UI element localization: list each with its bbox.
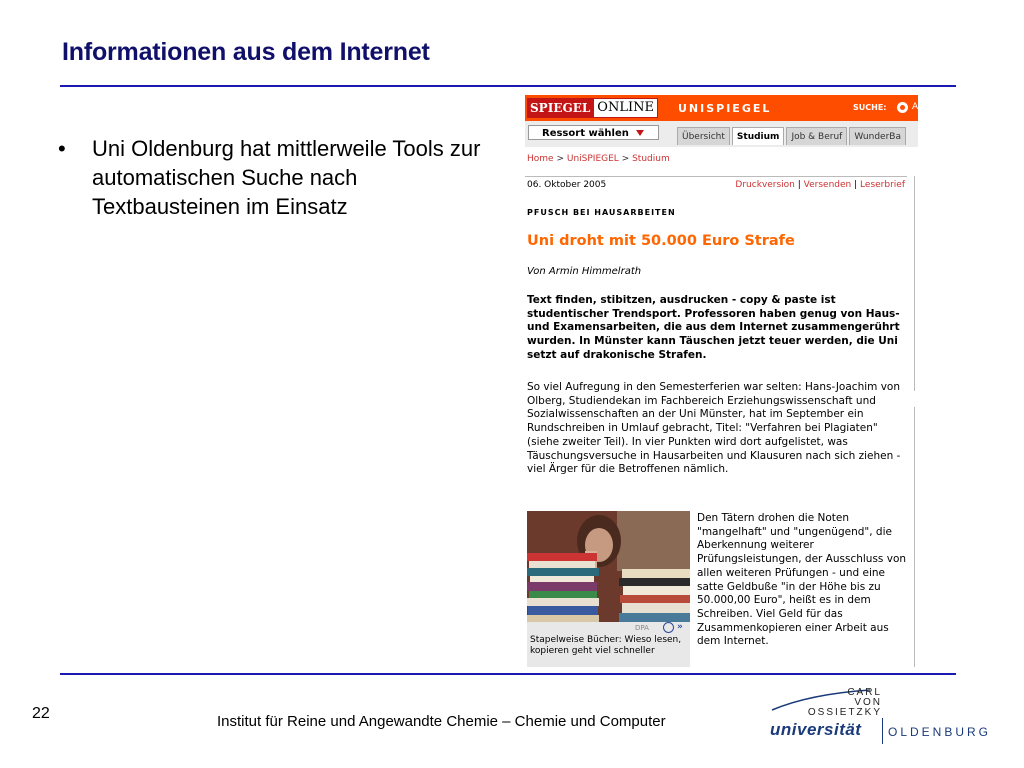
article-side-text: Den Tätern drohen die Noten "mangelhaft" und "ungenügend", die Aberkennung weiterer Prüfungsleistungen, der Ausschluss von allen weiteren Prüfungen - und eine satte Geldbuße "in der Höhe bis zu 50.000,00 Euro", heißt es in dem Schreiben. Viel Geld für das Zusammenkopieren einer Arbeit aus dem Internet. — [697, 512, 907, 648]
breadcrumb-home[interactable]: Home — [527, 154, 554, 164]
breadcrumb-separator: > — [556, 154, 567, 164]
brand-online: ONLINE — [593, 98, 658, 118]
logo-von: VON — [854, 697, 882, 708]
website-screenshot — [525, 95, 918, 667]
brand-spiegel: SPIEGEL — [527, 98, 593, 118]
send-link[interactable]: Versenden — [803, 180, 852, 190]
link-separator: | — [797, 180, 804, 190]
photo-credit: DPA — [635, 624, 649, 632]
logo-divider — [882, 718, 883, 744]
bottom-divider — [60, 673, 956, 675]
book-stack-photo — [527, 511, 690, 623]
search-label: SUCHE: — [853, 103, 887, 112]
zoom-icon[interactable] — [663, 622, 674, 633]
tab-uebersicht[interactable]: Übersicht — [677, 127, 730, 145]
logo-carl: CARL — [847, 687, 882, 698]
section-title: UNISPIEGEL — [678, 102, 772, 115]
article-headline: Uni droht mit 50.000 Euro Strafe — [527, 233, 795, 249]
ressort-label: Ressort wählen — [542, 128, 629, 139]
article-kicker: PFUSCH BEI HAUSARBEITEN — [527, 208, 676, 217]
column-divider — [914, 176, 915, 391]
breadcrumb-studium[interactable]: Studium — [632, 154, 670, 164]
breadcrumb-separator: > — [621, 154, 633, 164]
logo-ossietzky: OSSIETZKY — [807, 707, 882, 718]
article-author: Von Armin Himmelrath — [527, 266, 642, 277]
photo-caption: Stapelweise Bücher: Wieso lesen, kopieren geht viel schneller — [527, 635, 690, 667]
ressort-select[interactable] — [528, 125, 659, 140]
bullet-text: Uni Oldenburg hat mittlerweile Tools zur automatischen Suche nach Textbausteinen im Einsatz — [92, 136, 481, 219]
article-tools — [735, 178, 905, 192]
search-radio[interactable] — [897, 102, 908, 113]
logo-universitaet: universität — [770, 720, 862, 739]
site-header — [525, 95, 918, 121]
university-logo — [770, 688, 1010, 748]
column-divider — [914, 407, 915, 667]
search-radio-label: A — [912, 102, 918, 112]
letter-link[interactable]: Leserbrief — [860, 180, 905, 190]
article-photo[interactable] — [527, 511, 690, 623]
spiegel-online-logo[interactable] — [527, 98, 658, 118]
article-paragraph: So viel Aufregung in den Semesterferien war selten: Hans-Joachim von Olberg, Studiendekan im Fachbereich Erziehungswissenschaft und Sozialwissenschaften an der Uni Münster, hat im September ein Rundschreiben in Umlauf gebracht, Titel: "Verfahren bei Plagiaten" (siehe zweiter Teil). In vier Punkten wird dort aufgelistet, was Täuschungsversuche in Hausarbeiten und Klausuren nach sich ziehen - viel Ärger für die Betroffenen nämlich. — [527, 381, 901, 476]
dropdown-arrow-icon — [636, 130, 644, 136]
tab-studium[interactable]: Studium — [732, 127, 785, 145]
tab-wunderbar[interactable]: WunderBa — [849, 127, 906, 145]
photo-credit-bar — [527, 622, 690, 635]
link-separator: | — [854, 180, 861, 190]
logo-oldenburg: OLDENBURG — [888, 725, 992, 739]
article-meta-bar — [525, 176, 907, 191]
article-date: 06. Oktober 2005 — [527, 180, 607, 190]
forward-icon[interactable]: » — [677, 622, 683, 632]
slide-title: Informationen aus dem Internet — [62, 38, 430, 66]
top-divider — [60, 85, 956, 87]
print-link[interactable]: Druckversion — [735, 180, 795, 190]
bullet-item — [58, 134, 508, 221]
tab-bar — [677, 127, 908, 145]
logo-carl-von-ossietzky — [770, 688, 882, 718]
bullet-marker: • — [58, 136, 66, 161]
breadcrumb — [527, 154, 670, 164]
breadcrumb-unispiegel[interactable]: UniSPIEGEL — [566, 154, 619, 164]
site-navbar — [525, 121, 918, 147]
article-teaser: Text finden, stibitzen, ausdrucken - copy & paste ist studentischer Trendsport. Professoren haben genug von Haus- und Examensarbeiten, die aus dem Internet zusammengerührt wurden. In Münster kann Täuschen jetzt teuer werden, die Uni setzt auf drakonische Strafen. — [527, 294, 900, 361]
footer-text: Institut für Reine und Angewandte Chemie – Chemie und Computer — [217, 713, 666, 730]
page-number: 22 — [32, 705, 50, 722]
tab-job-beruf[interactable]: Job & Beruf — [786, 127, 847, 145]
